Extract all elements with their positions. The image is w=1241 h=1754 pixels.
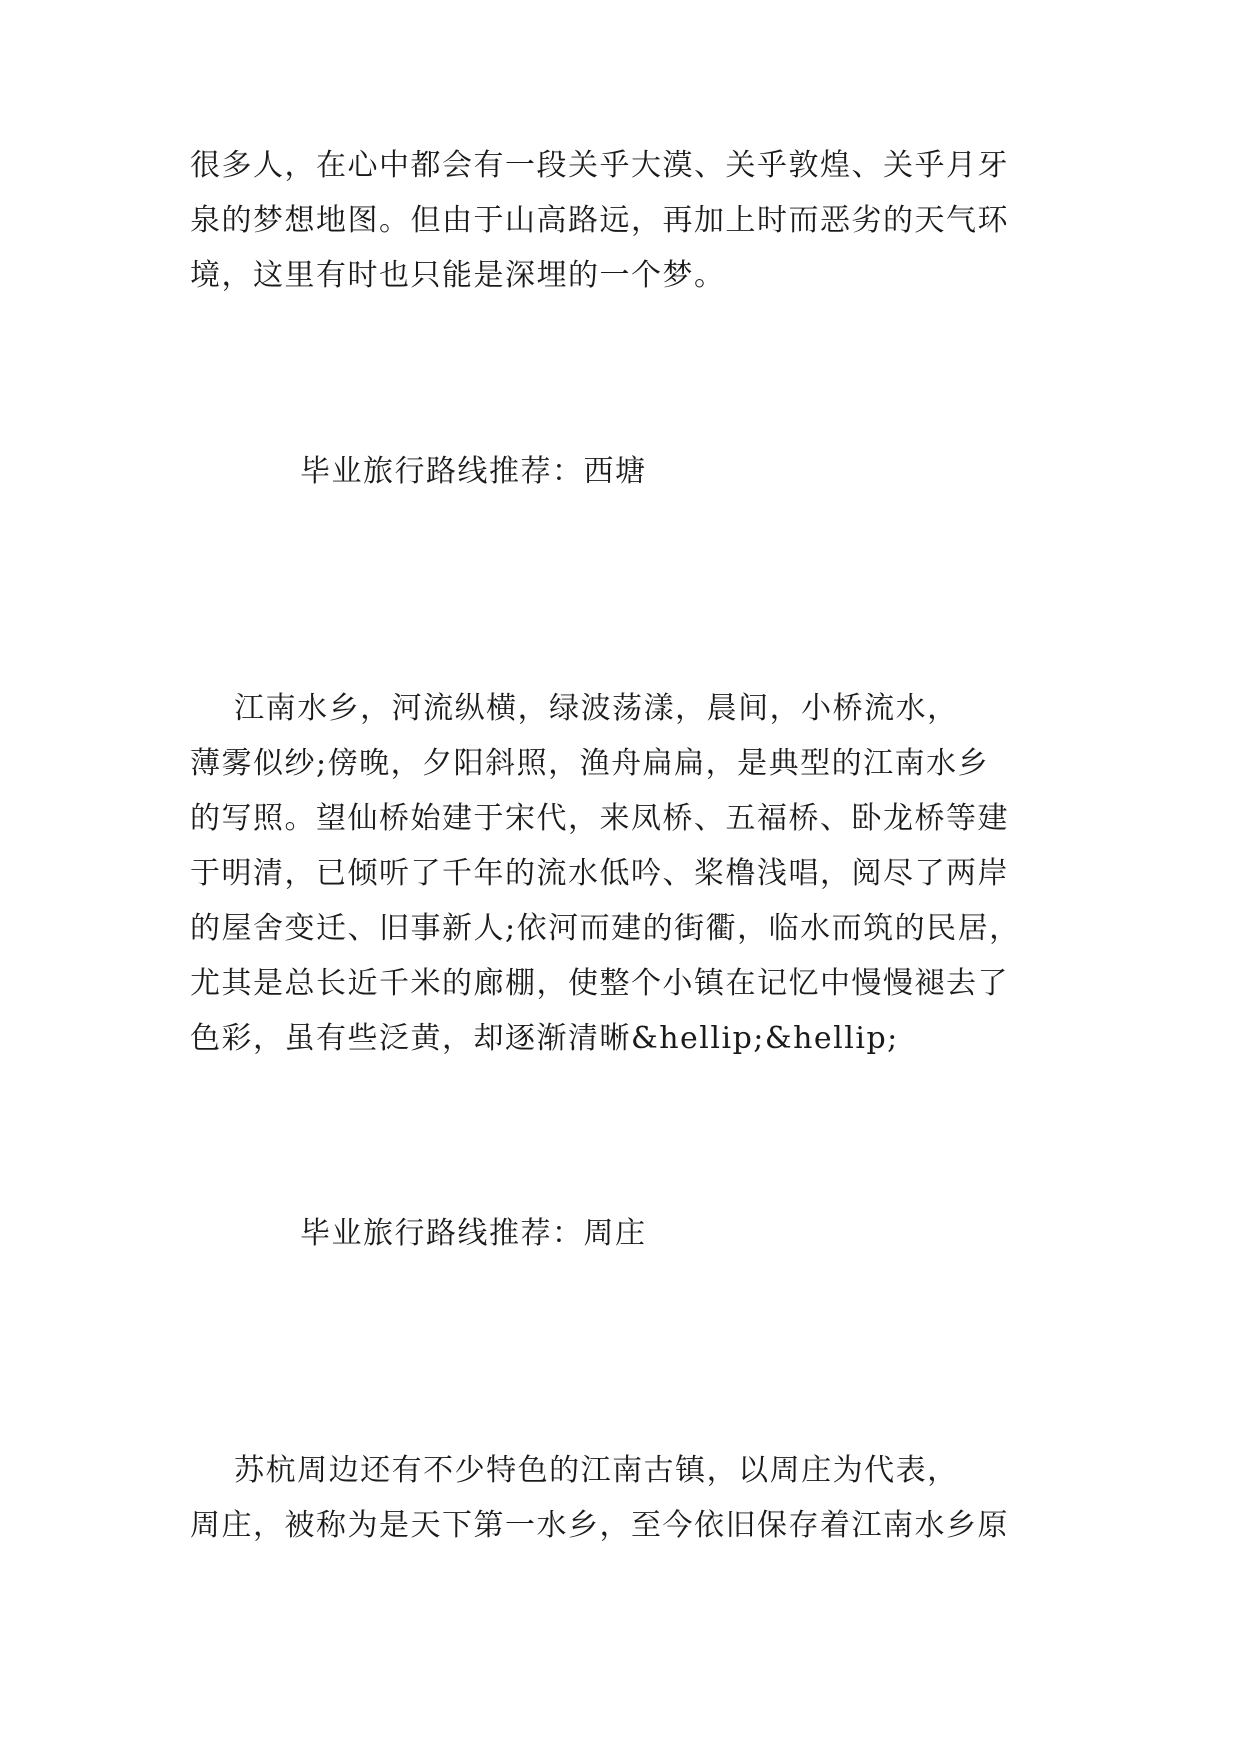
section-heading-xitang: 毕业旅行路线推荐：西塘 [300,454,647,489]
paragraph-line: 周庄，被称为是天下第一水乡，至今依旧保存着江南水乡原 [190,1508,1009,1543]
paragraph-line: 尤其是总长近千米的廊棚，使整个小镇在记忆中慢慢褪去了 [190,966,1009,1001]
paragraph-line: 苏杭周边还有不少特色的江南古镇，以周庄为代表， [190,1453,959,1488]
paragraph-line: 泉的梦想地图。但由于山高路远，再加上时而恶劣的天气环 [190,203,1009,238]
paragraph-line: 的屋舍变迁、旧事新人;依河而建的街衢，临水而筑的民居， [190,911,1021,946]
paragraph-line: 江南水乡，河流纵横，绿波荡漾，晨间，小桥流水， [190,691,959,726]
paragraph-line: 于明清，已倾听了千年的流水低吟、桨橹浅唱，阅尽了两岸 [190,856,1009,891]
section-heading-zhouzhuang: 毕业旅行路线推荐：周庄 [300,1216,647,1251]
paragraph-line: 色彩，虽有些泛黄，却逐渐清晰&hellip;&hellip; [190,1021,899,1056]
paragraph-line: 很多人，在心中都会有一段关乎大漠、关乎敦煌、关乎月牙 [190,148,1009,183]
paragraph-line: 的写照。望仙桥始建于宋代，来凤桥、五福桥、卧龙桥等建 [190,801,1009,836]
paragraph-line: 境，这里有时也只能是深埋的一个梦。 [190,258,726,293]
paragraph-line: 薄雾似纱;傍晚，夕阳斜照，渔舟扁扁，是典型的江南水乡 [190,746,990,781]
